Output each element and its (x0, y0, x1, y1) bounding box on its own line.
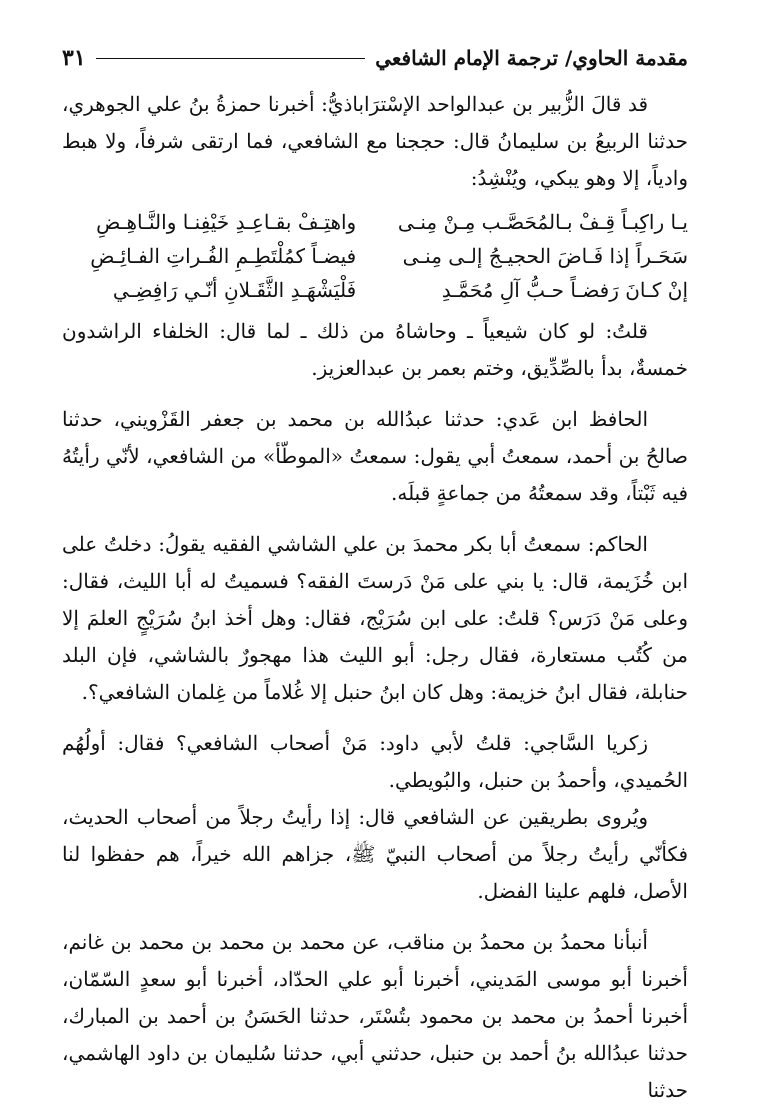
verse-second-hemistich: فَلْيَشْهَـدِ الثَّقَـلانِ أنّـي رَافِضِـي (112, 278, 357, 302)
verse-first-hemistich: يـا راكِبـاً قِـفْ بـالمُحَصَّـب مِـنْ مِنـى (397, 210, 688, 234)
verse-second-hemistich: واهتِـفْ بقـاعِـدِ خَيْفِنـا والنَّـاهِـضِ (96, 210, 357, 234)
page-number: ٣١ (62, 45, 86, 71)
paragraph-rabi (62, 86, 688, 197)
poem-verse (62, 205, 688, 239)
paragraph-ibn-adi (62, 401, 688, 512)
text-line: سمعتُهُ من جماعةٍ قبلَه. (390, 481, 583, 505)
text-line: حدثنا الربيعُ بن سليمانُ قال: حججنا مع الشافعي، فما ارتقى شرفاً، ولا هبط وادياً، (62, 129, 688, 190)
text-line: عبدُالله بنُ أحمد بن حنبل، حدثني أبي، حدثنا سُليمان بن داود الهاشمي، حدثنا (62, 1041, 688, 1102)
text-line: ويُروى بطريقين عن الشافعي قال: إذا رأيتُ رجلاً من أصحاب الحديث، فكأنّي (62, 805, 689, 866)
text-line: علينا الفضل. (477, 879, 582, 903)
text-line: رأيتُ رجلاً من أصحاب النبيّ ﷺ، جزاهم الله خيراً، هم حفظوا لنا الأصل، فلهم (62, 842, 688, 903)
verse-first-hemistich: إنْ كـانَ رَفضـاً حـبُّ آلِ مُحَمَّـدِ (441, 278, 688, 302)
poem-verse (62, 273, 688, 307)
paragraph-hadith-people (62, 799, 688, 910)
text-line: أخبرنا أبو موسى المَديني، أخبرنا أبو علي الحدّاد، أخبرنا أبو سعدٍ السّمّان، أخبرنا (62, 967, 688, 1028)
text-line: مستعارة، فقال رجل: أبو الليث هذا مهجورٌ بالشاشي، فإن البلد حنابلة، فقال ابنُ (62, 643, 688, 704)
paragraph-hakim (62, 526, 688, 711)
paragraph-saji (62, 725, 688, 799)
text-line: قلتُ: لو كان شيعياً ـ وحاشاهُ من ذلك ـ لما قال: الخلفاء الراشدون خمسةٌ، بدأ (62, 319, 688, 380)
text-line: دَرَس؟ قلتُ: على ابن سُرَيْج، فقال: وهل أخذ ابنُ سُرَيْجٍ العلمَ إلا من كُتُب (62, 606, 689, 667)
text-line: قد قالَ الزُّبير بن عبدالواحد الإسْترَاباذيُّ: أخبرنا حمزةُ بنُ علي الجوهري، (62, 92, 648, 116)
text-line: أحمدُ بن محمد بن محمود بتُسْتَر، حدثنا الحَسَنُ بن أحمد بن المبارك، حدثنا (62, 1004, 689, 1065)
paragraph-isnad (62, 924, 688, 1109)
text-line: خزيمة: وهل كان ابنُ حنبل إلا غُلاماً من غِلمان الشافعي؟. (81, 680, 549, 704)
poem (62, 205, 688, 307)
header-rule (96, 58, 366, 59)
text-line: بالصِّدِّيق، وختم بعمر بن عبدالعزيز. (311, 356, 595, 380)
text-line: خُزَيمة، قال: يا بني على مَنْ دَرستَ الفقه؟ فسميتُ له أبا الليث، فقال: وعلى مَنْ (62, 569, 688, 630)
running-header (62, 38, 688, 78)
paragraph-comment (62, 313, 688, 387)
verse-first-hemistich: سَحَـراً إذا فَـاضَ الحجيـجُ إلـى مِنـى (402, 244, 688, 268)
text-line: وأحمدُ بن حنبل، والبُويطي. (388, 768, 607, 792)
header-title: مقدمة الحاوي/ ترجمة الإمام الشافعي (375, 46, 688, 70)
text-line: أحمد، سمعتُ أبي يقول: سمعتُ «الموطّأ» من الشافعي، لأنّي رأيتُهُ فيه ثَبْتاً، وقد (62, 444, 688, 505)
poem-verse (62, 239, 688, 273)
text-line: إلا وهو يبكي، ويُنْشِدُ: (470, 166, 640, 190)
text-line: زكريا السَّاجي: قلتُ لأبي داود: مَنْ أصحاب الشافعي؟ فقال: أولُهُم الحُميدي، (62, 731, 688, 792)
text-line: أنبأنا محمدُ بن محمدُ بن مناقب، عن محمد بن محمد بن محمد بن غانم، (62, 930, 648, 954)
text-line: الحافظ ابن عَدي: حدثنا عبدُالله بن محمد بن جعفر القَزْويني، حدثنا صالحُ بن (62, 407, 688, 468)
verse-second-hemistich: فيضـاً كمُلْتَطِـمِ الفُـراتِ الفـائِـضِ (90, 244, 357, 268)
text-line: الحاكم: سمعتُ أبا بكر محمدَ بن علي الشاشي الفقيه يقولُ: دخلتُ على ابن (62, 532, 689, 593)
